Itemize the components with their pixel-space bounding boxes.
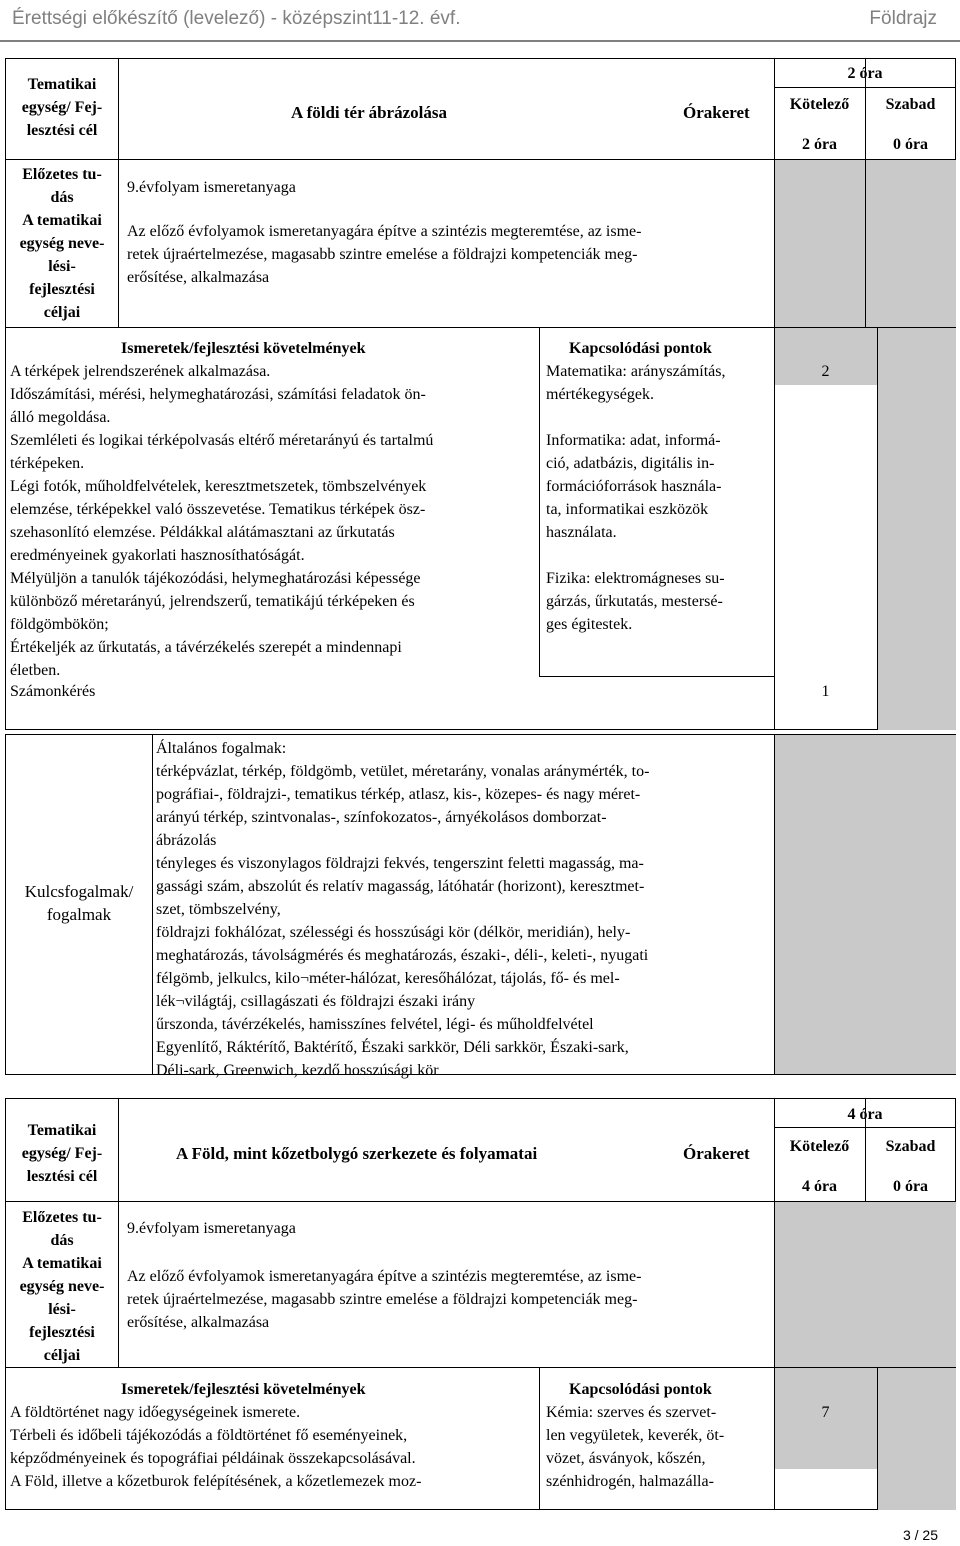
unit2-orakeret: Órakeret — [683, 1144, 750, 1163]
unit1-ismeretek: A térképek jelrendszerének alkalmazása. Időszámítási, mérési, helymeghatározási, számítási feladatok ön- álló megoldása. Szemléleti és logikai térképolvasás eltérő méretarányú és tartalmú térképeken. Légi fotók, műholdfelvételek, keresztmetszetek, tömbszelvények elemzése, térképekkel való összevetése. Tematikus térképek ösz- szehasonlító elemzése. Példákkal alátámasztani az űrkutatás eredményeinek gyakorlati hasznosíthatóságát. Mélyüljön a tanulók tájékozódási, helymeghatározási képessége különböző méretarányú, jelrendszerű, tematikájú térképeken és földgömbökön; Értékeljék az űrkutatás, a távérzékelés szerepét a mindennapi életben. — [10, 363, 434, 679]
unit2-label-celok: A tematikai egység neve- lési- fejlesztési céljai — [19, 1255, 105, 1364]
unit2-elozetes: 9.évfolyam ismeretanyaga — [127, 1220, 296, 1237]
unit1-celok: Az előző évfolyamok ismeretanyagára építve a szintézis megteremtése, az isme- retek újraértelmezése, magasabb szintre emelése a földrajzi kompetenciák meg- erősítése, alkalmazása — [127, 223, 642, 286]
unit1-label-tematikai: Tematikai egység/ Fej- lesztési cél — [21, 76, 103, 139]
unit2-label-tematikai: Tematikai egység/ Fej- lesztési cél — [21, 1122, 103, 1185]
unit1-szabad: Szabad — [885, 96, 936, 113]
unit1-szabad-value: 0 óra — [892, 136, 929, 153]
unit2-kapcsolodasi: Kémia: szerves és szervet- len vegyületek, keverék, öt- vözet, ásványok, kőszén, szénhidrogén, halmazálla- — [546, 1404, 725, 1490]
unit2-grey-column — [877, 1399, 956, 1510]
unit1-kapcsolodasi: Matematika: arányszámítás, mértékegységek. Informatika: adat, informá- ció, adatbázis, digitális in- formációforrások használa- ta, informatikai eszközök használata. Fizika: elektromágneses su- gárzás, űrkutatás, mestersé- ges égitestek. — [546, 363, 726, 633]
header-course-title: Érettségi előkészítő (levelező) - középszint11-12. évf. — [12, 8, 461, 29]
unit1-orakeret: Órakeret — [683, 103, 750, 122]
header-subject: Földrajz — [869, 8, 937, 29]
unit2-celok: Az előző évfolyamok ismeretanyagára építve a szintézis megteremtése, az isme- retek újraértelmezése, magasabb szintre emelése a földrajzi kompetenciák meg- erősítése, alkalmazása — [127, 1268, 642, 1331]
header-divider — [0, 40, 960, 42]
unit2-szabad-value: 0 óra — [892, 1178, 929, 1195]
unit2-ismeretek: A földtörténet nagy időegységeinek ismerete. Térbeli és időbeli tájékozódás a földtörténet fő eseményeinek, képződményeinek és topográfiai példáinak összekapcsolásával. A Föld, illetve a kőzetburok felépítésének, a kőzetlemezek moz- — [10, 1404, 422, 1490]
unit2-kotelezo: Kötelező — [789, 1138, 850, 1155]
unit1-kotelezo: Kötelező — [789, 96, 850, 113]
unit2-kotelezo-value: 4 óra — [801, 1178, 838, 1195]
running-header — [12, 8, 937, 34]
unit2-ismeretek-header: Ismeretek/fejlesztési követelmények — [121, 1381, 366, 1398]
unit1-kulcs-table — [5, 734, 956, 1079]
unit1-szamonkeres-hours: 1 — [821, 683, 830, 700]
unit1-hours-main: 2 — [821, 363, 830, 380]
unit1-elozetes: 9.évfolyam ismeretanyaga — [127, 179, 296, 196]
unit1-label-celok: A tematikai egység neve- lési- fejlesztési céljai — [19, 212, 105, 321]
unit1-szamonkeres: Számonkérés — [10, 683, 96, 700]
unit1-grey-column — [877, 385, 956, 730]
unit2-hours-main: 7 — [821, 1404, 830, 1421]
unit2-table — [5, 1098, 956, 1510]
unit2-kapcsolodasi-header: Kapcsolódási pontok — [569, 1381, 712, 1398]
unit2-szabad: Szabad — [885, 1138, 936, 1155]
unit1-kotelezo-value: 2 óra — [801, 136, 838, 153]
kulcs-grey-cell — [774, 735, 956, 1074]
unit1-title: A földi tér ábrázolása — [291, 103, 447, 122]
unit2-title: A Föld, mint kőzetbolygó szerkezete és folyamatai — [176, 1144, 538, 1163]
unit1-kapcsolodasi-header: Kapcsolódási pontok — [569, 340, 712, 357]
unit1-label-elozetes: Előzetes tu- dás — [22, 166, 102, 206]
unit2-label-elozetes: Előzetes tu- dás — [22, 1209, 102, 1249]
unit1-total-hours: 2 óra — [847, 65, 883, 82]
unit1-table — [5, 58, 956, 730]
page-number: 3 / 25 — [902, 1527, 938, 1543]
unit2-total-hours: 4 óra — [847, 1106, 883, 1123]
unit1-ismeretek-header: Ismeretek/fejlesztési követelmények — [121, 340, 366, 357]
kulcs-content: Általános fogalmak: térképvázlat, térkép, földgömb, vetület, méretarány, vonalas aránymérték, to- pográfiai-, földrajzi-, tematikus térkép, atlasz, kis-, közepes- és nagy méret- arányú térkép, szintvonalas-, színfokozatos-, árnyékolásos domborzat- ábrázolás tényleges és viszonylagos földrajzi fekvés, tengerszint feletti magasság, ma- gassági szám, abszolút és relatív magasság, látóhatár (horizont), keresztmet- szet, tömbszelvény, földrajzi fokhálózat, szélességi és hosszúsági kör (délkör, meridián), hely- meghatározás, távolságmérés és meghatározás, északi-, déli-, keleti-, nyugati félgömb, jelkulcs, kilo¬méter-hálózat, keresőhálózat, tájolás, fő- és mel- lék¬világtáj, csillagászati és földrajzi északi irány űrszonda, távérzékelés, hamisszínes felvétel, légi- és műholdfelvétel Egyenlítő, Ráktérítő, Baktérítő, Északi sarkkör, Déli sarkkör, Északi-sark, Déli-sark, Greenwich, kezdő hosszúsági kör — [156, 740, 650, 1079]
kulcs-label: Kulcsfogalmak/ fogalmak — [24, 882, 134, 924]
